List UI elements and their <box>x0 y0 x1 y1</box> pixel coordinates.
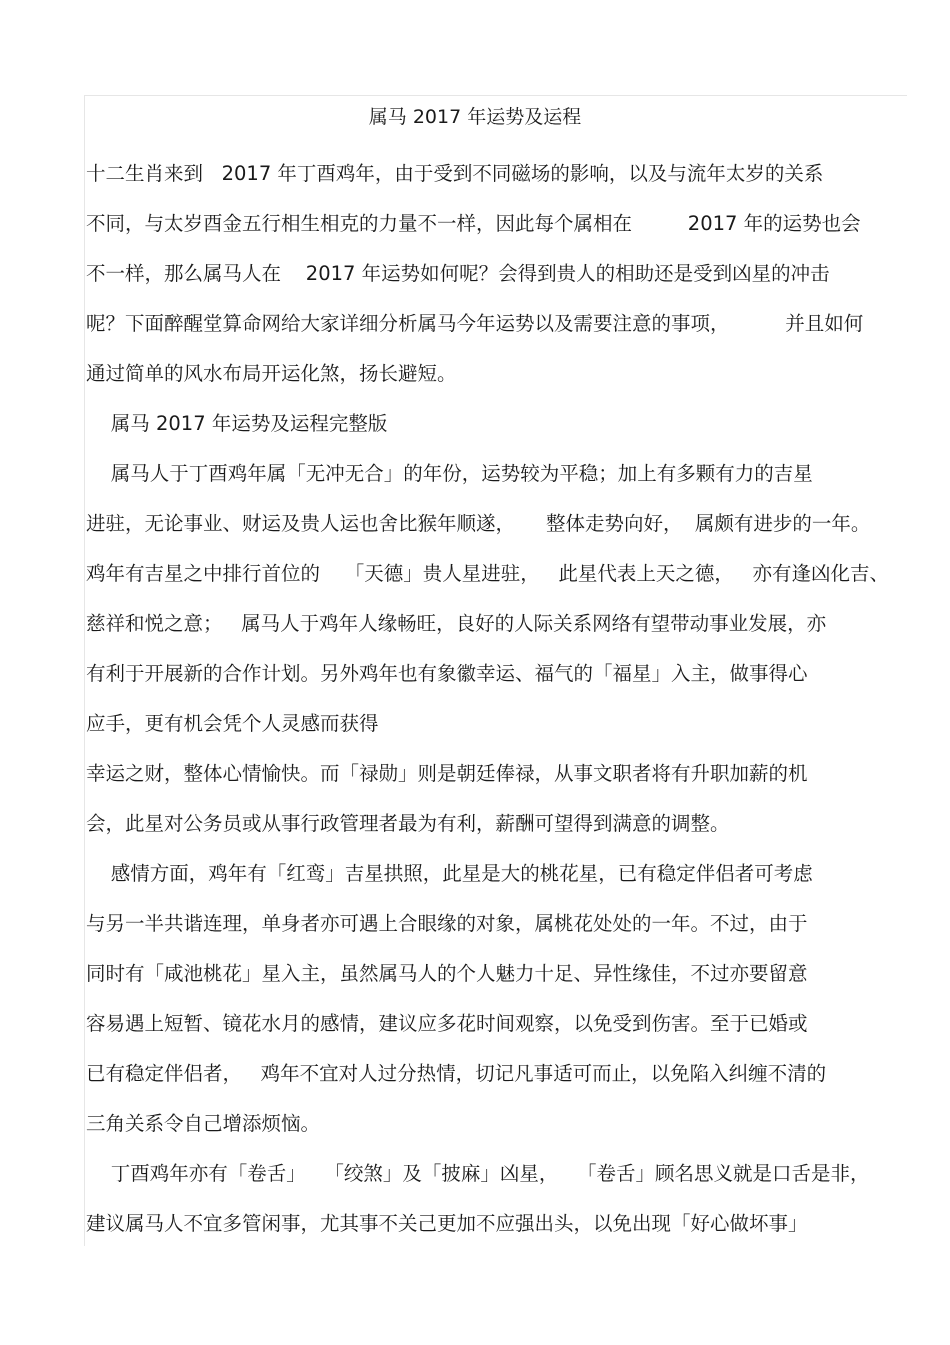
paragraph-line: 属马人于丁酉鸡年属「无冲无合」的年份，运势较为平稳；加上有多颗有力的吉星 <box>86 462 813 485</box>
paragraph-line: 有利于开展新的合作计划。另外鸡年也有象徽幸运、福气的「福星」入主，做事得心 <box>86 662 808 685</box>
paragraph-line: 幸运之财，整体心情愉快。而「禄勋」则是朝廷俸禄，从事文职者将有升职加薪的机 <box>86 762 808 785</box>
paragraph-line: 不一样，那么属马人在 2017 年运势如何呢？会得到贵人的相助还是受到凶星的冲击 <box>86 262 830 285</box>
paragraph-line: 不同，与太岁酉金五行相生相克的力量不一样，因此每个属相在 2017 年的运势也会 <box>86 212 861 235</box>
paragraph-line: 慈祥和悦之意； 属马人于鸡年人缘畅旺，良好的人际关系网络有望带动事业发展，亦 <box>86 612 827 635</box>
paragraph-line: 鸡年有吉星之中排行首位的 「天德」贵人星进驻， 此星代表上天之德， 亦有逢凶化吉、 <box>86 562 889 585</box>
paragraph-line: 三角关系令自己增添烦恼。 <box>86 1112 321 1135</box>
paragraph-line: 建议属马人不宜多管闲事，尤其事不关己更加不应强出头，以免出现「好心做坏事」 <box>86 1212 808 1235</box>
paragraph-line: 已有稳定伴侣者， 鸡年不宜对人过分热情，切记凡事适可而止，以免陷入纠缠不清的 <box>86 1062 827 1085</box>
paragraph-line: 同时有「咸池桃花」星入主，虽然属马人的个人魅力十足、异性缘佳，不过亦要留意 <box>86 962 808 985</box>
paragraph-line: 进驻，无论事业、财运及贵人运也舍比猴年顺遂， 整体走势向好， 属颇有进步的一年。 <box>86 512 871 535</box>
paragraph-line: 感情方面，鸡年有「红鸾」吉星拱照，此星是大的桃花星，已有稳定伴侣者可考虑 <box>86 862 813 885</box>
paragraph-line: 通过简单的风水布局开运化煞，扬长避短。 <box>86 362 457 385</box>
paragraph-line: 丁酉鸡年亦有「卷舌」 「绞煞」及「披麻」凶星， 「卷舌」顾名思义就是口舌是非， <box>86 1162 870 1185</box>
document-title: 属马 2017 年运势及运程 <box>368 106 582 128</box>
paragraph-line: 与另一半共谐连理，单身者亦可遇上合眼缘的对象，属桃花处处的一年。不过，由于 <box>86 912 808 935</box>
paragraph-line: 会，此星对公务员或从事行政管理者最为有利，薪酬可望得到满意的调整。 <box>86 812 730 835</box>
section-heading: 属马 2017 年运势及运程完整版 <box>86 412 388 435</box>
paragraph-line: 容易遇上短暂、镜花水月的感情，建议应多花时间观察，以免受到伤害。至于已婚或 <box>86 1012 808 1035</box>
paragraph-line: 呢？下面醉醒堂算命网给大家详细分析属马今年运势以及需要注意的事项， 并且如何 <box>86 312 864 335</box>
paragraph-line: 十二生肖来到 2017 年丁酉鸡年，由于受到不同磁场的影响，以及与流年太岁的关系 <box>86 162 824 185</box>
paragraph-line: 应手，更有机会凭个人灵感而获得 <box>86 712 379 735</box>
